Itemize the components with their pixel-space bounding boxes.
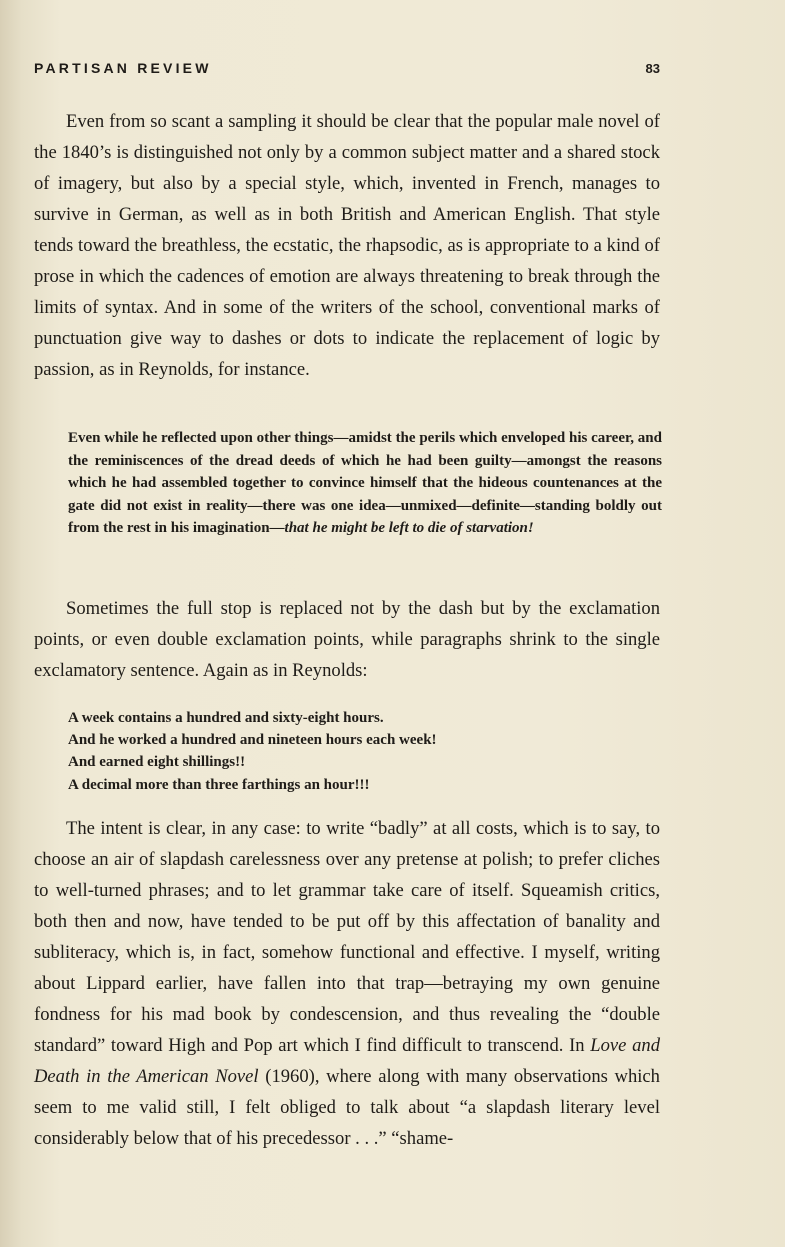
book-title: Love and Death in the American Novel [34,1035,660,1087]
quote-emphasis: that he might be left to die of starvation! [284,520,534,536]
block-quote-reynolds [68,427,662,540]
quote-text: Even while he reflected upon other things—amidst the perils which enveloped his career, and the reminiscences of the dread deeds of which he had been guilty—amongst the reasons which he had assembled together to convince himself that the hideous countenances at the gate did not exist in reality—there was one idea—unmixed—definite—standing boldly out from the rest in his imagination— [68,430,662,536]
verse-line: And earned eight shillings!! [68,754,246,771]
verse-quote [68,707,662,796]
paragraph-3-text: The intent is clear, in any case: to write “badly” at all costs, which is to say, to choose an air of slapdash carelessness over any pretense at polish; to prefer cliches to well-turned phrases; and to let grammar take care of itself. Squeamish critics, both then and now, have tended to be put off by this affectation of banality and subliteracy, which is, in fact, somehow functional and effective. I myself, writing about Lippard earlier, have fallen into that trap—betraying my own genuine fondness for his mad book by condescension, and thus revealing the “double standard” toward High and Pop art which I find difficult to transcend. In [34,818,660,1056]
page-header [34,60,660,76]
running-head: PARTISAN REVIEW [34,60,212,76]
page-number: 83 [645,61,660,76]
verse-line: A week contains a hundred and sixty-eight hours. [68,710,384,726]
verse-line: A decimal more than three farthings an hour!!! [68,776,370,793]
paragraph-3-text-end: (1960), where along with many observations which seem to me valid still, I felt obliged to talk about “a slapdash literary level considerably below that of his precedessor . . .” “shame- [34,1066,660,1149]
paragraph-3 [34,813,660,1154]
verse-line: And he worked a hundred and nineteen hours each week! [68,732,437,749]
paragraph-2: Sometimes the full stop is replaced not by the dash but by the exclamation points, or even double exclamation points, while paragraphs shrink to the single exclamatory sentence. Again as in Reynolds: [34,598,660,681]
paragraph-1: Even from so scant a sampling it should be clear that the popular male novel of the 1840’s is distinguished not only by a common subject matter and a shared stock of imagery, but also by a special style, which, invented in French, manages to survive in German, as well as in both British and American English. That style tends toward the breathless, the ecstatic, the rhapsodic, as is appropriate to a kind of prose in which the cadences of emotion are always threatening to break through the limits of syntax. And in some of the writers of the school, conventional marks of punctuation give way to dashes or dots to indicate the replacement of logic by passion, as in Reynolds, for instance. [34,111,660,380]
